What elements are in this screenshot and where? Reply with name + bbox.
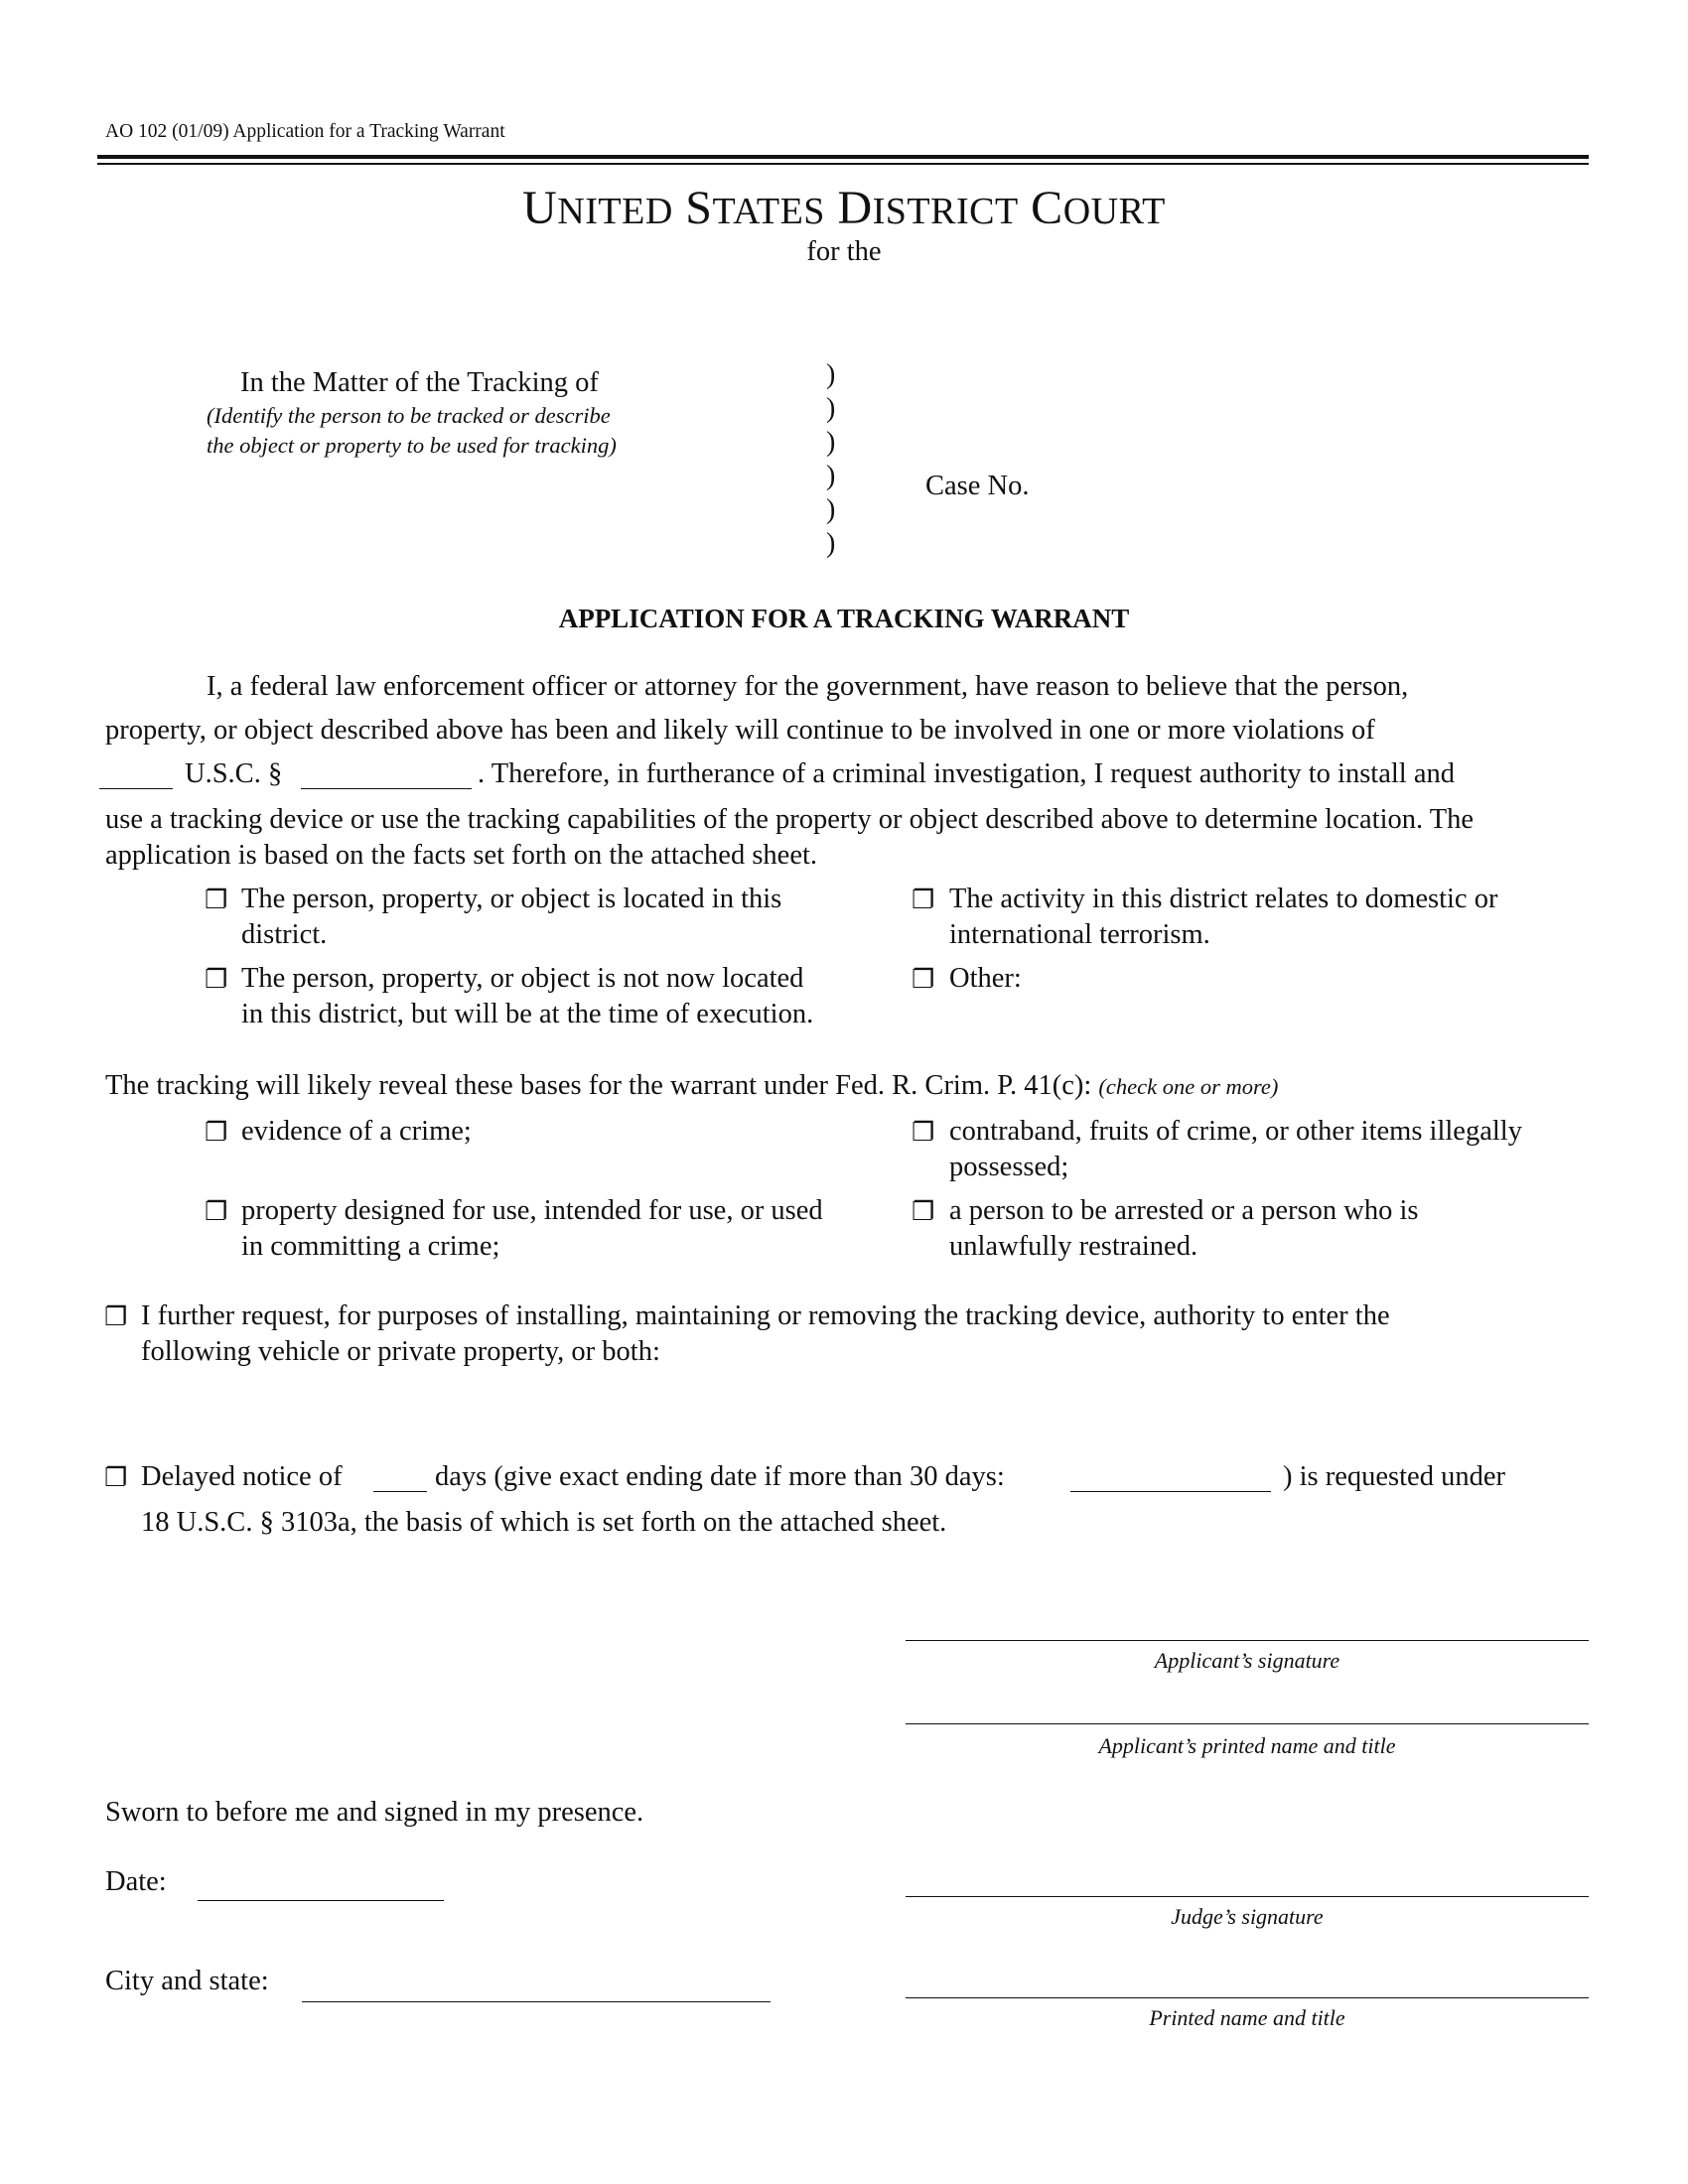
paren-2: ) [826, 393, 836, 424]
intro-line-5: application is based on the facts set forth on the attached sheet. [105, 840, 818, 871]
basis-person-line-1: a person to be arrested or a person who is [949, 1195, 1419, 1226]
applicant-signature-caption: Applicant’s signature [1154, 1648, 1340, 1673]
basis-person-line-2: unlawfully restrained. [949, 1231, 1198, 1262]
court-title [0, 181, 1688, 235]
option-not-located-line-2: in this district, but will be at the time of execution. [241, 999, 814, 1029]
header-rule-thick [97, 155, 1589, 159]
intro-line-4: use a tracking device or use the tracking capabilities of the property or object described above to determine location. The [105, 804, 1475, 835]
bases-intro-text: The tracking will likely reveal these bases for the warrant under Fed. R. Crim. P. 41(c): [105, 1070, 1092, 1101]
ending-date-blank[interactable] [1070, 1491, 1271, 1492]
section-blank[interactable] [301, 788, 472, 789]
date-field[interactable] [198, 1900, 444, 1901]
printed-name-caption: Printed name and title [1149, 2005, 1345, 2030]
title-number-blank[interactable] [99, 788, 173, 789]
basis-property-line-1: property designed for use, intended for use, or used [241, 1195, 823, 1226]
city-state-label: City and state: [105, 1966, 269, 1996]
intro-line-3: . Therefore, in furtherance of a criminal investigation, I request authority to install and [478, 758, 1455, 789]
checkbox-other[interactable]: ❐ [912, 965, 935, 994]
date-label: Date: [105, 1866, 167, 1897]
option-located-line-1: The person, property, or object is located in this [241, 884, 782, 914]
applicant-signature-line[interactable] [906, 1640, 1589, 1641]
intro-line-1: I, a federal law enforcement officer or attorney for the government, have reason to believe that the person, [207, 671, 1409, 702]
checkbox-located-in-district[interactable]: ❐ [205, 886, 228, 914]
option-terrorism-line-2: international terrorism. [949, 919, 1210, 950]
checkbox-contraband[interactable]: ❐ [912, 1118, 935, 1147]
printed-name-line[interactable] [906, 1997, 1589, 1998]
further-request-line-2: following vehicle or private property, or both: [141, 1336, 660, 1367]
judge-signature-line[interactable] [906, 1896, 1589, 1897]
for-the: for the [806, 236, 882, 267]
basis-property-line-2: in committing a crime; [241, 1231, 500, 1262]
option-terrorism-line-1: The activity in this district relates to domestic or [949, 884, 1498, 914]
city-state-field[interactable] [302, 2001, 771, 2002]
check-hint: (check one or more) [1098, 1074, 1279, 1099]
applicant-printed-caption: Applicant’s printed name and title [1098, 1733, 1396, 1758]
page-title: APPLICATION FOR A TRACKING WARRANT [558, 604, 1130, 633]
further-request-line-1: I further request, for purposes of installing, maintaining or removing the tracking device, authority to enter the [141, 1300, 1390, 1331]
checkbox-evidence[interactable]: ❐ [205, 1118, 228, 1147]
option-located-line-2: district. [241, 919, 328, 950]
checkbox-person-arrested[interactable]: ❐ [912, 1197, 935, 1226]
checkbox-further-request[interactable]: ❐ [104, 1302, 128, 1331]
intro-line-2: property, or object described above has been and likely will continue to be involved in one or more violations of [105, 715, 1375, 746]
paren-3: ) [826, 427, 836, 458]
delayed-notice-part-3: ) is requested under [1283, 1461, 1505, 1492]
checkbox-terrorism[interactable]: ❐ [912, 886, 935, 914]
sworn-statement: Sworn to before me and signed in my presence. [105, 1797, 644, 1828]
matter-label: In the Matter of the Tracking of [240, 367, 599, 398]
bases-intro [105, 1072, 1278, 1101]
court-word-4: COURT [1031, 182, 1166, 234]
checkbox-property-designed[interactable]: ❐ [205, 1197, 228, 1226]
delayed-notice-part-2: days (give exact ending date if more than 30 days: [435, 1461, 1005, 1492]
court-word-3: DISTRICT [837, 182, 1019, 234]
identify-line-1: (Identify the person to be tracked or describe [207, 403, 611, 428]
days-blank[interactable] [373, 1491, 427, 1492]
paren-6: ) [826, 528, 836, 559]
form-id: AO 102 (01/09) Application for a Tracking Warrant [105, 121, 505, 142]
case-no-label: Case No. [925, 471, 1030, 501]
paren-1: ) [826, 359, 836, 390]
basis-contraband-line-1: contraband, fruits of crime, or other items illegally [949, 1116, 1522, 1147]
judge-signature-caption: Judge’s signature [1171, 1904, 1324, 1929]
paren-4: ) [826, 461, 836, 491]
paren-5: ) [826, 494, 836, 525]
basis-evidence: evidence of a crime; [241, 1116, 472, 1147]
checkbox-not-located[interactable]: ❐ [205, 965, 228, 994]
court-word-2: STATES [685, 182, 825, 234]
usc-label: U.S.C. § [185, 758, 283, 789]
identify-line-2: the object or property to be used for tracking) [207, 433, 617, 458]
option-not-located-line-1: The person, property, or object is not now located [241, 963, 804, 994]
delayed-notice-line-2: 18 U.S.C. § 3103a, the basis of which is set forth on the attached sheet. [141, 1507, 947, 1538]
basis-contraband-line-2: possessed; [949, 1152, 1069, 1182]
header-rule-thin [97, 163, 1589, 165]
option-other-label: Other: [949, 963, 1022, 994]
court-word-1: UNITED [522, 182, 673, 234]
applicant-printed-line[interactable] [906, 1723, 1589, 1724]
delayed-notice-part-1: Delayed notice of [141, 1461, 343, 1492]
checkbox-delayed-notice[interactable]: ❐ [104, 1463, 128, 1492]
